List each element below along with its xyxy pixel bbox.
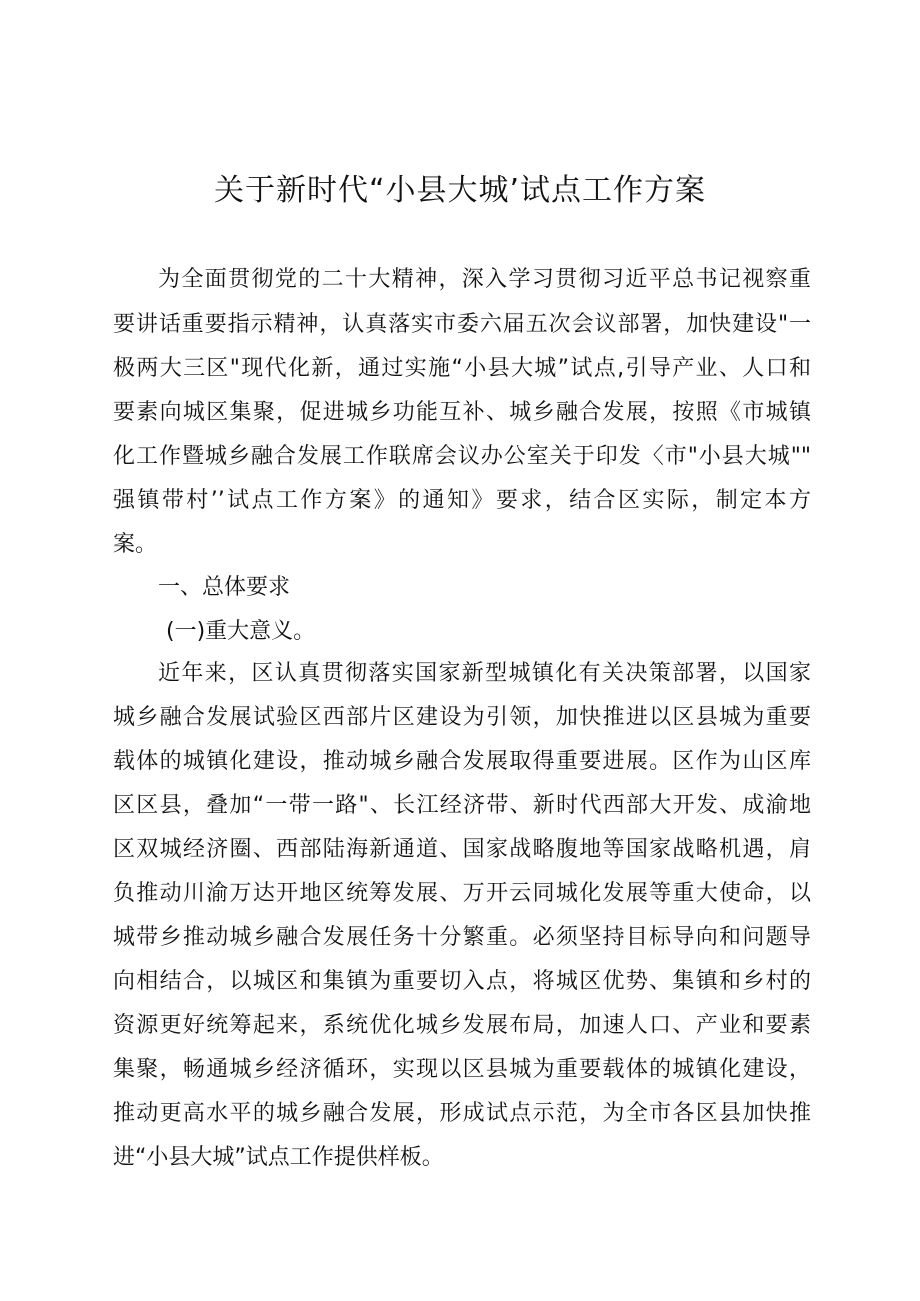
intro-line: 要讲话重要指示精神，认真落实市委六届五次会议部署，加快建设"一 (113, 312, 811, 337)
intro-line: 强镇带村’’试点工作方案》的通知》要求，结合区实际，制定本方 (113, 488, 811, 513)
body-line: 城乡融合发展试验区西部片区建设为引领，加快推进以区县城为重要 (113, 705, 811, 730)
subsection-heading: (一)重大意义。 (166, 619, 316, 644)
intro-line: 极两大三区"现代化新，通过实施“小县大城”试点,引导产业、人口和 (113, 356, 811, 381)
body-line: 载体的城镇化建设，推动城乡融合发展取得重要进展。区作为山区库 (113, 749, 811, 774)
body-line: 负推动川渝万达开地区统筹发展、万开云同城化发展等重大使命，以 (113, 881, 811, 906)
intro-line: 化工作暨城乡融合发展工作联席会议办公室关于印发〈市"小县大城"" (113, 444, 811, 469)
body-line: 资源更好统筹起来，系统优化城乡发展布局，加速人口、产业和要素 (113, 1013, 811, 1038)
body-line: 区区县，叠加“一带一路"、长江经济带、新时代西部大开发、成渝地 (113, 793, 811, 818)
intro-line: 要素向城区集聚，促进城乡功能互补、城乡融合发展，按照《市城镇 (113, 400, 811, 425)
intro-line: 案。 (113, 532, 158, 557)
body-line: 进“小县大城”试点工作提供样板。 (113, 1145, 444, 1170)
document-title: 关于新时代“小县大城’试点工作方案 (213, 173, 707, 208)
section-heading: 一、总体要求 (158, 575, 291, 600)
intro-line: 为全面贯彻党的二十大精神，深入学习贯彻习近平总书记视察重 (158, 267, 811, 292)
body-line: 区双城经济圈、西部陆海新通道、国家战略腹地等国家战略机遇，肩 (113, 837, 811, 862)
body-line: 城带乡推动城乡融合发展任务十分繁重。必须坚持目标导向和问题导 (113, 925, 811, 950)
body-line: 向相结合，以城区和集镇为重要切入点，将城区优势、集镇和乡村的 (113, 969, 811, 994)
body-line: 近年来，区认真贯彻落实国家新型城镇化有关决策部署，以国家 (158, 661, 811, 686)
body-line: 推动更高水平的城乡融合发展，形成试点示范，为全市各区县加快推 (113, 1101, 811, 1126)
body-line: 集聚，畅通城乡经济循环，实现以区县城为重要载体的城镇化建设， (113, 1057, 811, 1082)
